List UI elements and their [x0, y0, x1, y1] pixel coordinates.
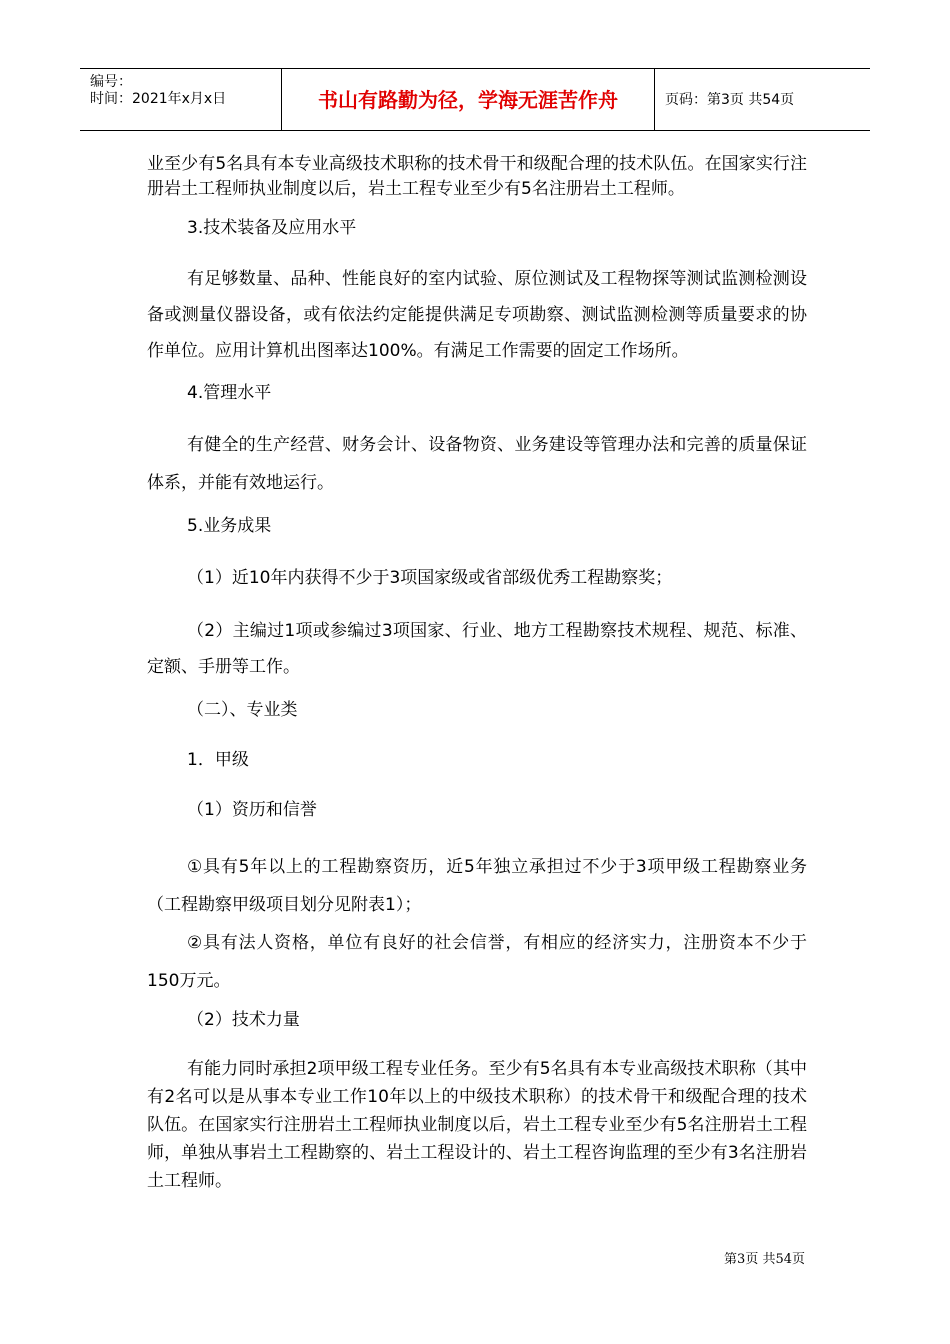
list-item: ②具有法人资格，单位有良好的社会信誉，有相应的经济实力，注册资本不少于150万元。	[147, 933, 807, 991]
paragraph: 业至少有5名具有本专业高级技术职称的技术骨干和级配合理的技术队伍。在国家实行注册岩土工程师执业制度以后，岩土工程专业至少有5名注册岩土工程师。	[147, 154, 807, 199]
header-page-info: 页码：第3页 共54页	[665, 92, 795, 108]
section-heading: （2）技术力量	[187, 1010, 300, 1030]
paragraph: 有足够数量、品种、性能良好的室内试验、原位测试及工程物探等测试监测检测设备或测量仪器设备，或有依法约定能提供满足专项勘察、测试监测检测等质量要求的协作单位。应用计算机出图率达100%。有满足工作需要的固定工作场所。	[147, 269, 807, 361]
document-number-label: 编号：	[90, 74, 132, 90]
page-footer: 第3页 共54页	[724, 1252, 805, 1267]
section-heading: 5.业务成果	[187, 516, 272, 536]
section-heading: 1．甲级	[187, 750, 249, 770]
document-body	[147, 152, 807, 1195]
header-page-cell	[655, 69, 870, 130]
paragraph: 有能力同时承担2项甲级工程专业任务。至少有5名具有本专业高级技术职称（其中有2名可以是从事本专业工作10年以上的中级技术职称）的技术骨干和级配合理的技术队伍。在国家实行注册岩土工程师执业制度以后，岩土工程专业至少有5名注册岩土工程师，单独从事岩土工程勘察的、岩土工程设计的、岩土工程咨询监理的至少有3名注册岩土工程师。	[147, 1059, 807, 1191]
page-header	[80, 68, 870, 131]
list-item: （2）主编过1项或参编过3项国家、行业、地方工程勘察技术规程、规范、标准、定额、手册等工作。	[147, 621, 807, 677]
section-heading: （二）、专业类	[187, 700, 298, 720]
section-heading: （1）资历和信誉	[187, 800, 317, 820]
section-heading: 3.技术装备及应用水平	[187, 218, 357, 238]
header-meta-cell	[80, 69, 282, 130]
paragraph: 有健全的生产经营、财务会计、设备物资、业务建设等管理办法和完善的质量保证体系，并能有效地运行。	[147, 435, 807, 493]
document-date-label: 时间：2021年x月x日	[90, 91, 227, 107]
section-heading: 4.管理水平	[187, 383, 272, 403]
list-item: ①具有5年以上的工程勘察资历，近5年独立承担过不少于3项甲级工程勘察业务（工程勘察甲级项目划分见附表1）；	[147, 857, 807, 915]
header-motto: 书山有路勤为径，学海无涯苦作舟	[318, 88, 618, 112]
header-motto-cell	[282, 69, 655, 130]
list-item: （1）近10年内获得不少于3项国家级或省部级优秀工程勘察奖；	[187, 568, 673, 588]
